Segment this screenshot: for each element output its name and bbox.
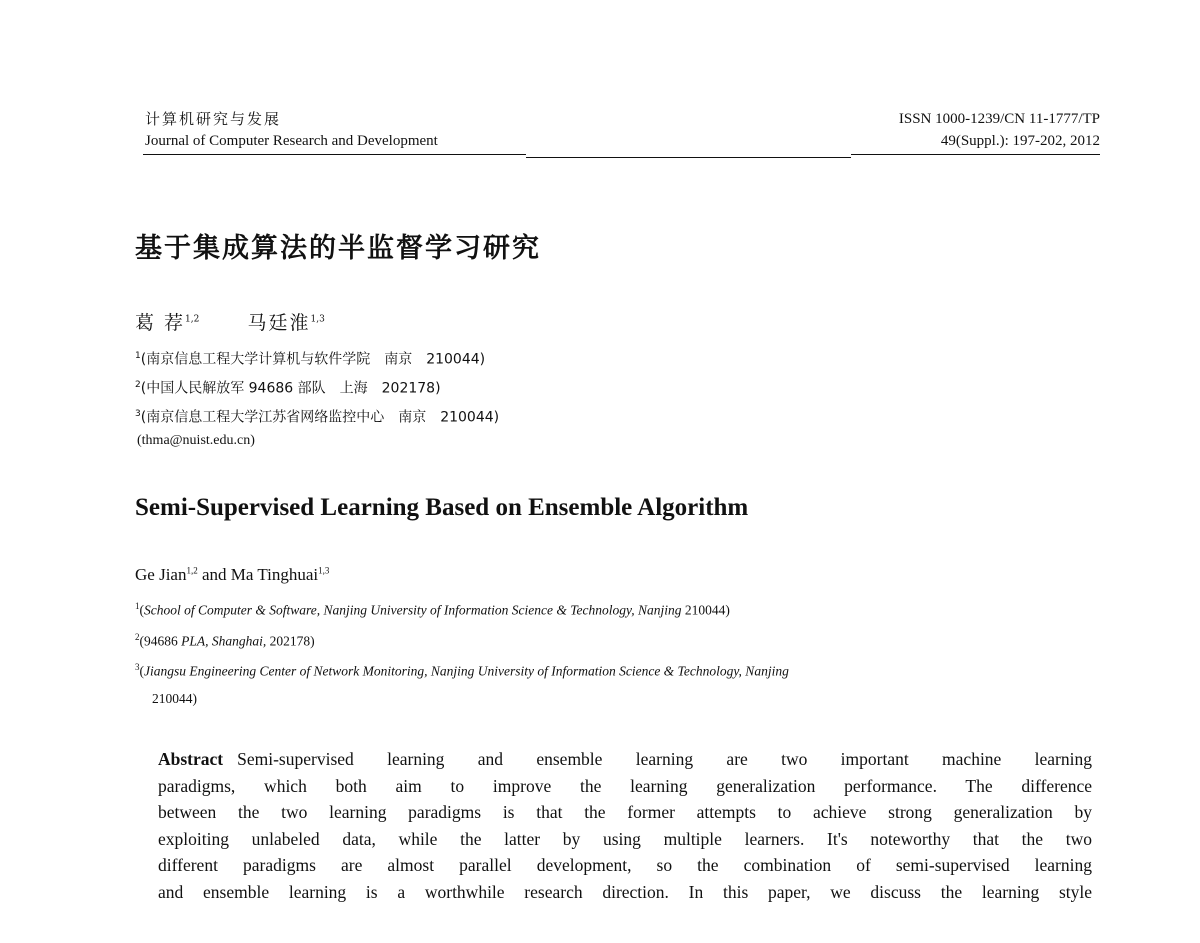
author-1-en: Ge Jian <box>135 565 187 584</box>
affiliation-en-2-text: PLA, Shanghai, <box>181 633 267 649</box>
affiliation-en-1-open: ( <box>139 602 144 618</box>
affiliation-en-1-text: School of Computer & Software, Nanjing University of Information Science & Technology, Nanjing <box>144 602 682 618</box>
journal-name-en: Journal of Computer Research and Development <box>145 133 438 149</box>
abstract-line-3: between the two learning paradigms is that the former attempts to achieve strong generalization by <box>158 802 1092 822</box>
header-rule-left <box>143 154 526 155</box>
affiliation-en-2-tail: 202178) <box>266 633 315 649</box>
abstract <box>158 746 1092 905</box>
affiliation-en-3-open: ( <box>139 663 144 679</box>
affiliation-cn-1-sup: 1 <box>135 351 141 361</box>
abstract-label: Abstract <box>158 749 224 769</box>
affiliation-cn-3 <box>135 404 499 428</box>
affiliation-en-1-tail: 210044) <box>681 602 730 618</box>
author-2-en: Ma Tinghuai <box>230 565 319 584</box>
affiliation-en-2-open: (94686 <box>139 633 182 649</box>
header-rule-right <box>851 154 1100 155</box>
affiliation-en-2 <box>135 627 315 652</box>
abstract-line-6: and ensemble learning is a worthwhile research direction. In this paper, we discuss the learning style <box>158 881 1092 902</box>
affiliation-en-3 <box>135 657 789 682</box>
journal-header-left <box>145 108 438 152</box>
journal-name-cn: 计算机研究与发展 <box>145 110 282 128</box>
affiliation-cn-3-sup: 3 <box>135 409 141 419</box>
affiliation-en-3-text: Jiangsu Engineering Center of Network Monitoring, Nanjing University of Information Science & Technology, Nanjing <box>144 663 789 679</box>
abstract-line-5: different paradigms are almost parallel development, so the combination of semi-supervised learning <box>158 855 1092 875</box>
abstract-line-2: paradigms, which both aim to improve the learning generalization performance. The difference <box>158 775 1092 796</box>
affiliation-cn-3-text: (南京信息工程大学江苏省网络监控中心 南京 210044) <box>140 409 500 426</box>
affiliation-cn-2-text: (中国人民解放军 94686 部队 上海 202178) <box>140 380 441 397</box>
affiliation-en-1-sup: 1 <box>135 601 140 611</box>
journal-volume: 49(Suppl.): 197-202, 2012 <box>940 133 1100 149</box>
author-2-en-sup: 1,3 <box>318 565 330 576</box>
affiliation-en-1 <box>135 596 730 621</box>
author-1-cn-sup: 1,2 <box>185 314 200 325</box>
authors-en <box>135 565 329 585</box>
paper-title-cn: 基于集成算法的半监督学习研究 <box>135 233 541 264</box>
affiliation-cn-2-sup: 2 <box>135 380 141 390</box>
affiliation-en-3-sup: 3 <box>135 662 140 672</box>
author-joiner: and <box>197 565 231 584</box>
affiliation-cn-2 <box>135 375 441 399</box>
author-2-cn-sup: 1,3 <box>310 314 325 325</box>
authors-cn <box>135 308 325 335</box>
abstract-line-1-text: Semi-supervised learning and ensemble learning are two important machine learning <box>237 749 1092 769</box>
journal-header-right <box>899 108 1100 152</box>
header-rule-middle <box>526 157 851 158</box>
abstract-line-1 <box>158 746 1092 773</box>
affiliation-cn-1 <box>135 346 485 370</box>
author-2-cn: 马廷淮 <box>247 312 311 334</box>
affiliation-cn-1-text: (南京信息工程大学计算机与软件学院 南京 210044) <box>140 351 486 368</box>
journal-issn: ISSN 1000-1239/CN 11-1777/TP <box>898 111 1100 127</box>
author-1-cn: 葛 荐 <box>135 312 186 334</box>
paper-title-en: Semi-Supervised Learning Based on Ensemble Algorithm <box>135 494 749 521</box>
affiliation-en-2-sup: 2 <box>135 632 140 642</box>
author-1-en-sup: 1,2 <box>186 565 198 576</box>
abstract-line-4: exploiting unlabeled data, while the latter by using multiple learners. It's noteworthy that the two <box>158 828 1092 849</box>
affiliation-en-3-cont: 210044) <box>152 691 197 706</box>
author-email: (thma@nuist.edu.cn) <box>137 433 255 448</box>
